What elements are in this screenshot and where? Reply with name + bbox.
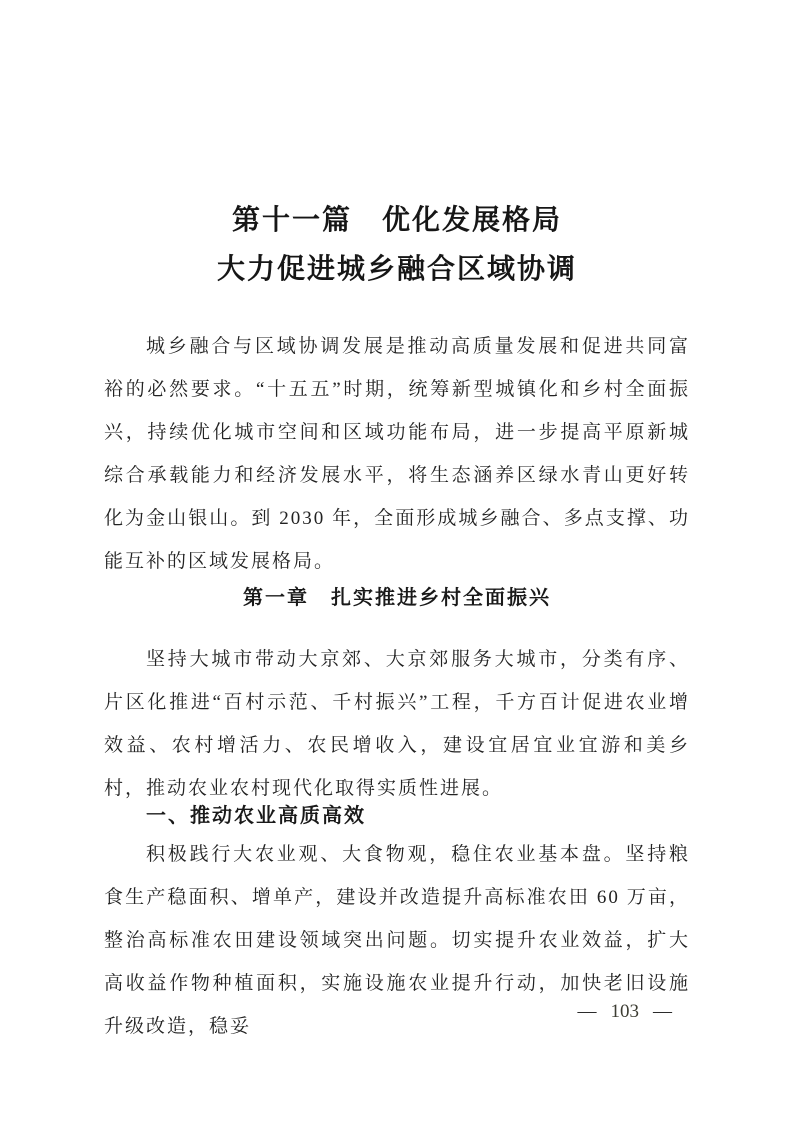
page-number (578, 1001, 673, 1023)
intro-paragraph: 城乡融合与区域协调发展是推动高质量发展和促进共同富裕的必然要求。“十五五”时期，统筹新型城镇化和乡村全面振兴，持续优化城市空间和区域功能布局，进一步提高平原新城综合承载能力和经济发展水平，将生态涵养区绿水青山更好转化为金山银山。到 2030 年，全面形成城乡融合、多点支撑、功能互补的区域发展格局。 (104, 336, 690, 572)
title-line-2: 大力促进城乡融合区域协调 (216, 254, 577, 285)
chapter-paragraph: 坚持大城市带动大京郊、大京郊服务大城市，分类有序、片区化推进“百村示范、千村振兴”工程，千方百计促进农业增效益、农村增活力、农民增收入，建设宜居宜业宜游和美乡村，推动农业农村现代化取得实质性进展。 (104, 649, 690, 799)
title-line-1: 第十一篇 优化发展格局 (231, 205, 562, 236)
page-number-value: 103 (610, 1001, 639, 1022)
page-number-dash-left: — (577, 1001, 597, 1022)
section-heading: 一、推动农业高质高效 (146, 805, 366, 827)
section-paragraph: 积极践行大农业观、大食物观，稳住农业基本盘。坚持粮食生产稳面积、增单产，建设并改造提升高标准农田 60 万亩，整治高标准农田建设领域突出问题。切实提升农业效益，扩大高收益作物种植面积，实施设施农业提升行动，加快老旧设施升级改造，稳妥 (104, 844, 690, 1037)
chapter-heading: 第一章 扎实推进乡村全面振兴 (243, 587, 551, 609)
page-number-dash-right: — (653, 1001, 672, 1022)
document-title (0, 196, 794, 294)
